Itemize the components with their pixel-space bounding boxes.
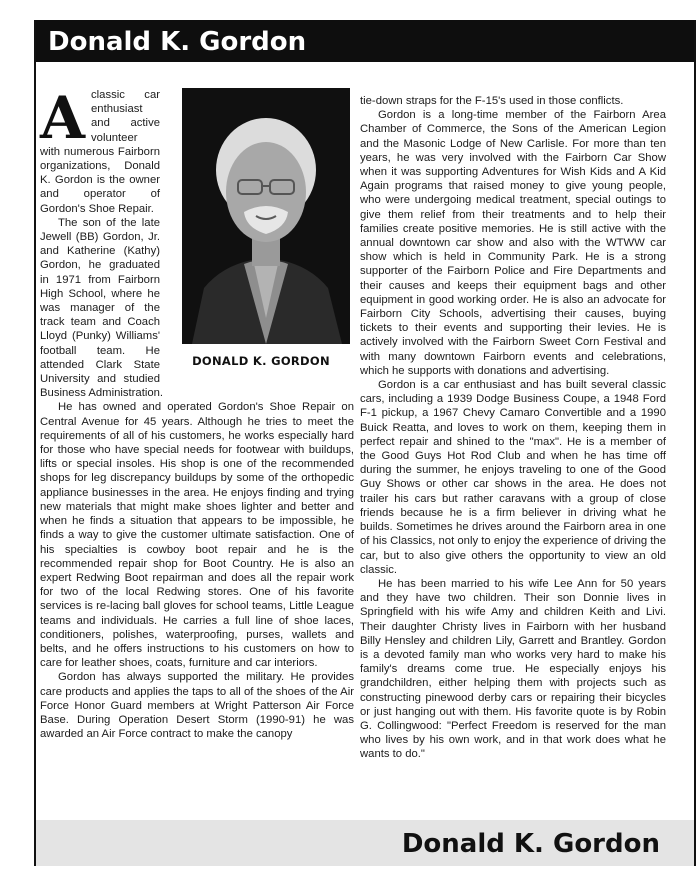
footer-name: Donald K. Gordon bbox=[401, 829, 660, 859]
left-border bbox=[34, 20, 36, 866]
right-border bbox=[694, 20, 696, 866]
right-column bbox=[360, 94, 666, 762]
portrait-image bbox=[182, 88, 350, 344]
paragraph: tie-down straps for the F-15's used in those conflicts. bbox=[360, 95, 624, 107]
paragraph: He has been married to his wife Lee Ann for 50 years and they have two children. Their son Donnie lives in Springfield with his wife Amy and children Keith and Livi. Their daughter Christy lives in Fairborn with her husband Billy Hensley and children Lily, Garrett and Brantley. Gordon is a devoted family man who works very hard to make his family's dreams come true. He especially enjoys his grandchildren, either helping them with projects such as constructing pinewood derby cars or repairing their bicycles or just hanging out with them. His favorite quote is by Robin G. Collingwood: "Perfect Freedom is reserved for the man who lives by his own work, and in that work does what he wants to do." bbox=[360, 577, 666, 761]
portrait-caption: DONALD K. GORDON bbox=[192, 354, 330, 368]
title-bar bbox=[34, 20, 696, 62]
paragraph: classic car enthusiast and active volunteer with numerous Fairborn organizations, Donald K. Gordon is the owner and operator of Gordon's Shoe Repair. bbox=[40, 89, 160, 215]
paragraph: Gordon is a long-time member of the Fairborn Area Chamber of Commerce, the Sons of the American Legion and the Masonic Lodge of New Carlisle. For more than ten years, he was very involved with the Fairborn Car Show when it was supporting Adventures for Wish Kids and A Kid Again programs that raised money to give young people, who were undergoing medical treatment, special outings to give them relief from their treatments and to help their families create positive memories. He is still active with the annual downtown car show and also with the WTWW car show which is held in Community Park. He is a strong supporter of the Fairborn Police and Fire Departments and their causes and keeps their equipment bags and other equipment in good working order. He is also an advocate for Fairborn City Schools, advertising their causes, buying tickets to their events and supporting their levies. He is actively involved with the Fairborn Sweet Corn Festival and with many downtown Fairborn events and celebrations, which he supports with donations and advertising. bbox=[360, 109, 666, 377]
left-column bbox=[40, 84, 354, 741]
page-title: Donald K. Gordon bbox=[48, 27, 307, 57]
paragraph: Gordon has always supported the military. He provides care products and applies the taps to all of the shoes of the Air Force Honor Guard members at Wright Patterson Air Force Base. During Operation Desert Storm (1990-91) he was awarded an Air Force contract to make the canopy bbox=[40, 671, 354, 741]
paragraph: He has owned and operated Gordon's Shoe Repair on Central Avenue for 45 years. Although he tries to meet the requirements of all of his customers, he works especially hard for those who have special needs for footwear with buildups, lifts or special insoles. His shop is one of the recommended shops for leg discrepancy buildups by some of the orthopedic appliance businesses in the area. He enjoys finding and trying new materials that might make shoes lighter and better and when he finds a situation that appears to be impossible, he finds a way to give the customer ultimate satisfaction. One of his specialties is cowboy boot repair and he is the recommended repair shop for Boot Country. He is also an expert Redwing Boot repairman and does all the repair work for two of the local Redwing stores. One of his favorite services is re-lacing ball gloves for school teams, Little League teams and individuals. He carries a full line of shoe laces, conditioners, polishes, waterproofing, purses, wallets and belts, and he offers instructions to his customers on how to care for leather shoes, coats, furniture and car interiors. bbox=[40, 401, 354, 670]
portrait-photo bbox=[182, 88, 350, 344]
portrait-figure bbox=[168, 88, 354, 380]
paragraph: The son of the late Jewell (BB) Gordon, Jr. and Katherine (Kathy) Gordon, he graduated in 1971 from Fairborn High School, where he was manager of the track team and Coach Lloyd (Punky) Williams' football team. He attended Clark State University and studied Business Administration. bbox=[40, 216, 164, 400]
paragraph: Gordon is a car enthusiast and has built several classic cars, including a 1939 Dodge Business Coupe, a 1948 Ford F-1 pickup, a 1967 Chevy Camaro Convertible and a 1990 Buick Reatta, and loves to work on them, keeping them in perfect repair and shined to the "max". He is a member of the Good Guys Hot Rod Club and when he has time off during the summer, he enjoys traveling to one of the Good Guy Shows or other car shows in the area. He does not trailer his cars but rather caravans with a group of close friends because he is a firm believer in driving what he builds. Sometimes he drives around the Fairborn area in one of his Classics, not only to enjoy the experience of driving the car, but to also give others the opportunity to view an old classic. bbox=[360, 379, 666, 576]
drop-cap: A bbox=[40, 84, 86, 152]
